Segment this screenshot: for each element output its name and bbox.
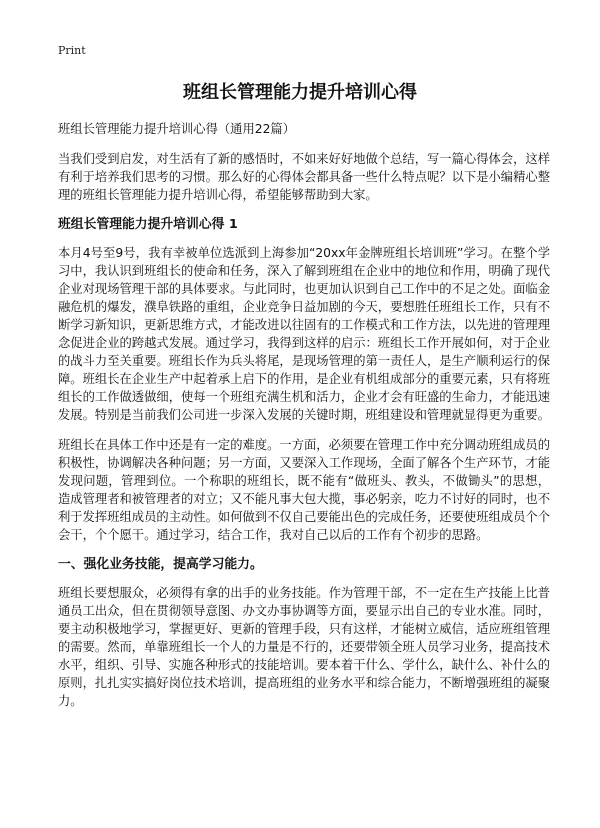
body-paragraph-3: 班组长要想服众，必须得有拿的出手的业务技能。作为管理干部，不一定在生产技能上比普通员工出众，但在贯彻领导意图、办文办事协调等方面，要显示出自己的专业水准。同时，要主动积极地学习，掌握更好、更新的管理手段，只有这样，才能树立威信，适应班组管理的需要。然而，单靠班组长一个人的力量是不行的，还要带领全班人员学习业务，提高技术水平，组织、引导、实施各种形式的技能培训。要本着干什么、学什么，缺什么、补什么的原则，扎扎实实搞好岗位技术培训，提高班组的业务水平和综合能力，不断增强班组的凝聚力。: [58, 586, 550, 708]
body-paragraph-2: 班组长在具体工作中还是有一定的难度。一方面，必须要在管理工作中充分调动班组成员的积极性，协调解决各种问题；另一方面，又要深入工作现场，全面了解各个生产环节，才能发现问题，管理到位。一个称职的班组长，既不能有“做班头、教头，不做锄头”的思想，造成管理者和被管理者的对立；又不能凡事大包大揽，事必躬亲，吃力不讨好的同时，也不利于发挥班组成员的主动性。如何做到不仅自己要能出色的完成任务，还要使班组成员个个会干，个个愿干。通过学习，结合工作，我对自己以后的工作有个初步的思路。: [58, 438, 550, 542]
body-paragraph-1: 本月4号至9号，我有幸被单位选派到上海参加“20xx年金牌班组长培训班”学习。在整个学习中，我认识到班组长的使命和任务，深入了解到班组在企业中的地位和作用，明确了现代企业对现场管理干部的具体要求。与此同时，也更加认识到自己工作中的不足之处。面临金融危机的爆发，濮阜铁路的重组，企业竞争日益加剧的今天，要想胜任班组长工作，只有不断学习新知识，更新思维方式，才能改进以往固有的工作模式和工作方法，以先进的管理理念促进企业的跨越式发展。通过学习，我得到这样的启示：班组长工作开展如何，对于企业的战斗力至关重要。班组长作为兵头将尾，是现场管理的第一责任人，是生产顺利运行的保障。班组长在企业生产中起着承上启下的作用，是企业有机组成部分的重要元素，只有将班组长的工作做透做细，使每一个班组充满生机和活力，企业才会有旺盛的生命力，才能迅速发展。特别是当前我们公司进一步深入发展的关键时期，班组建设和管理就显得更为重要。: [58, 246, 550, 422]
section-heading-2: 一、强化业务技能，提高学习能力。: [58, 557, 263, 572]
print-link[interactable]: Print: [58, 44, 86, 57]
document-title: 班组长管理能力提升培训心得: [183, 82, 417, 103]
document-subtitle: 班组长管理能力提升培训心得（通用22篇）: [58, 122, 295, 136]
section-heading-1: 班组长管理能力提升培训心得 1: [58, 217, 238, 232]
intro-paragraph: 当我们受到启发，对生活有了新的感悟时，不如来好好地做个总结，写一篇心得体会，这样有利于培养我们思考的习惯。那么好的心得体会都具备一些什么特点呢？以下是小编精心整理的班组长管理能力提升培训心得，希望能够帮助到大家。: [58, 152, 550, 202]
document-body: [58, 120, 550, 722]
